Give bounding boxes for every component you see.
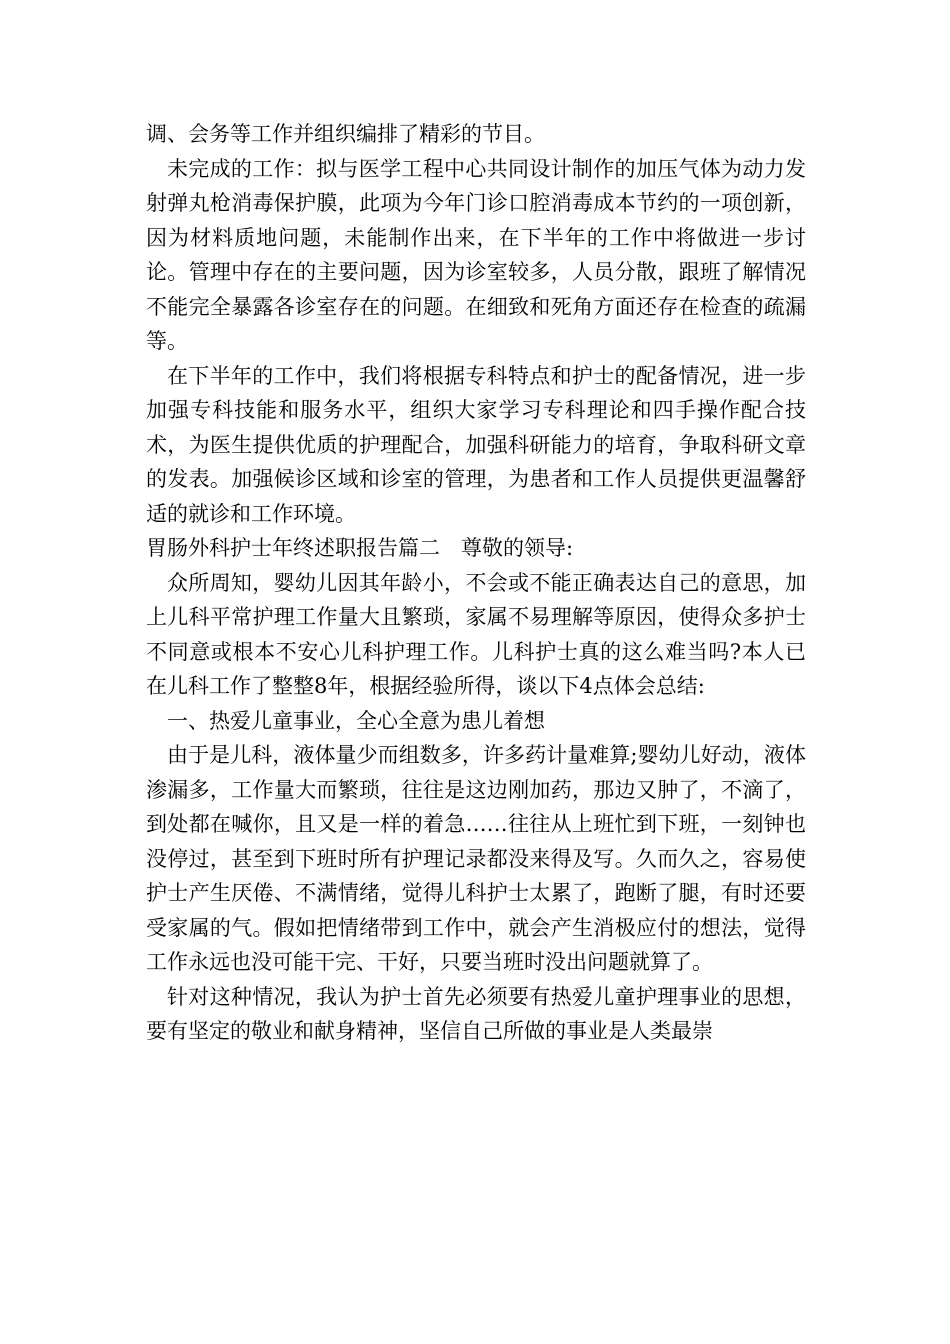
document-page [146, 117, 806, 1049]
subheading-love-children: 一、热爱儿童事业，全心全意为患儿着想 [167, 708, 545, 733]
paragraph-intro: 众所周知，婴幼儿因其年龄小，不会或不能正确表达自己的意思，加上儿科平常护理工作量大且繁琐，家属不易理解等原因，使得众多护士不同意或根本不安心儿科护理工作。儿科护士真的这么难当吗?本人已在儿科工作了整整8年，根据经验所得，谈以下4点体会总结: [146, 570, 806, 698]
salutation: 尊敬的领导: [461, 536, 574, 560]
paragraph-dedication: 针对这种情况，我认为护士首先必须要有热爱儿童护理事业的思想，要有坚定的敬业和献身精神，坚信自己所做的事业是人类最崇 [146, 984, 806, 1043]
paragraph-second-half-plan: 在下半年的工作中，我们将根据专科特点和护士的配备情况，进一步加强专科技能和服务水平，组织大家学习专科理论和四手操作配合技术，为医生提供优质的护理配合，加强科研能力的培育，争取科研文章的发表。加强候诊区域和诊室的管理，为患者和工作人员提供更温馨舒适的就诊和工作环境。 [146, 363, 806, 526]
section-title: 胃肠外科护士年终述职报告篇二 [146, 536, 440, 560]
paragraph-workload: 由于是儿科，液体量少而组数多，许多药计量难算;婴幼儿好动，液体渗漏多，工作量大而繁琐，往往是这边刚加药，那边又肿了，不滴了，到处都在喊你，且又是一样的着急……往往从上班忙到下班，一刻钟也没停过，甚至到下班时所有护理记录都没来得及写。久而久之，容易使护士产生厌倦、不满情绪，觉得儿科护士太累了，跑断了腿，有时还要受家属的气。假如把情绪带到工作中，就会产生消极应付的想法，觉得工作永远也没可能干完、干好，只要当班时没出问题就算了。 [146, 743, 806, 974]
section-heading [146, 531, 806, 566]
paragraph-unfinished-work: 未完成的工作：拟与医学工程中心共同设计制作的加压气体为动力发射弹丸枪消毒保护膜，此项为今年门诊口腔消毒成本节约的一项创新，因为材料质地问题，未能制作出来，在下半年的工作中将做进一步讨论。管理中存在的主要问题，因为诊室较多，人员分散，跟班了解情况不能完全暴露各诊室存在的问题。在细致和死角方面还存在检查的疏漏等。 [146, 156, 806, 353]
paragraph-continuation: 调、会务等工作并组织编排了精彩的节目。 [146, 122, 545, 146]
